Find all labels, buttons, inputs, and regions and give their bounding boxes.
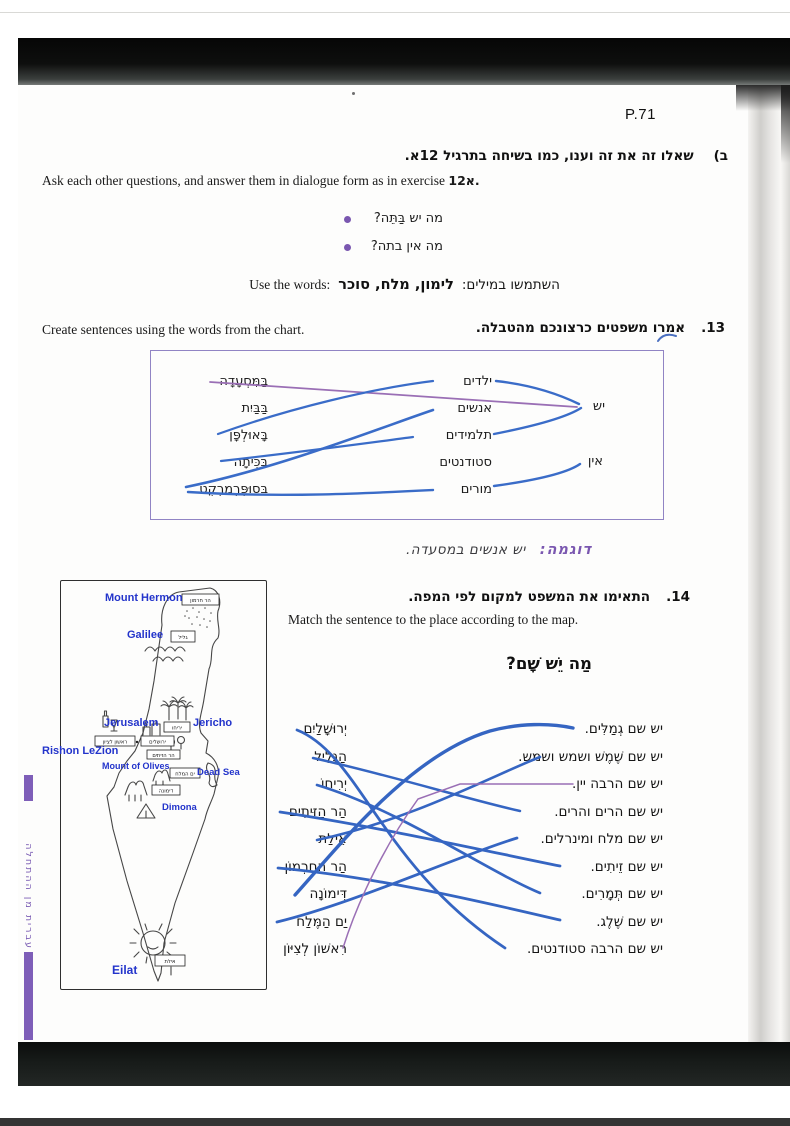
sign-dead-sea: ים המלח (175, 771, 195, 778)
exercise-14-header (408, 589, 690, 605)
sun-face (148, 947, 158, 949)
map-label-jerusalem: Jerusalem (104, 717, 159, 729)
section-b-instruction-he: שאלו זה את זה וענו, כמו בשיחה בתרגיל 12א. (404, 148, 694, 164)
map-label-jericho: Jericho (193, 717, 233, 729)
chart-pen-lines (150, 350, 662, 518)
section-b-header (405, 148, 728, 164)
edge-tab-rotated-text: עברית מן ההתחלה (23, 843, 34, 950)
map-label-galilee: Galilee (127, 629, 164, 641)
chart-noun-2: אנשים (457, 401, 492, 416)
use-words-he: השתמשו במילים: (461, 277, 560, 293)
exercise-13-instruction-he: אמרו משפטים כרצונכם מהטבלה. (475, 320, 686, 336)
galilee-mountains (145, 647, 185, 661)
example-sentence: יש אנשים במסעדה. (405, 542, 526, 558)
chart-noun-4: סטודנטים (439, 455, 492, 470)
section-b-marker: ב) (713, 148, 728, 164)
sentence-item: יש שם מלח ומינרלים. (540, 831, 663, 847)
scan-black-bar-top (18, 38, 790, 85)
bullet-row-2 (344, 239, 443, 254)
sentences-list (463, 716, 663, 964)
exercise-14-instruction-he: התאימו את המשפט למקום לפי המפה. (408, 589, 651, 605)
sentence-item: יש שם הרים והרים. (554, 803, 663, 820)
map-signs (95, 594, 219, 966)
scan-speck (352, 92, 355, 95)
exercise-13-instruction-en: Create sentences using the words from the chart. (42, 322, 305, 337)
scan-edge-bar-bottom (0, 1118, 790, 1126)
sentence-item: יש שם תְּמָרִים. (581, 886, 663, 902)
example-label: דוגמה: (539, 542, 592, 558)
bullet-row-1 (344, 211, 443, 226)
bullet-question-1: מה יש בַּתֵּה? (373, 211, 443, 226)
sign-hermon: הר חרמון (190, 597, 211, 604)
sun-icon (141, 931, 165, 955)
place-item: יְרִיחוֹ (320, 776, 347, 792)
section-b-instruction-en: Ask each other questions, and answer them in dialogue form as in exercise א12. (42, 173, 480, 188)
edge-tab-top-block (24, 775, 33, 801)
sentence-item: יש שם זֵיתִים. (590, 858, 663, 875)
sign-rishon: ראשון לציון (102, 739, 128, 746)
chart-place-1: בַּמִּסְעָדָה (219, 374, 268, 389)
bullet-icon (344, 216, 351, 223)
exercise-14-number: .14 (666, 589, 690, 605)
bullet-question-2: מה אין בתה? (370, 239, 443, 254)
chart-place-3: בָּאוּלְפָּן (229, 428, 268, 443)
palm-trees-icon (161, 697, 193, 720)
sign-galilee: גליל (178, 634, 188, 641)
place-item: רִאשׁוֹן לְצִיּוֹן (283, 941, 347, 957)
stray-pen-mark (656, 330, 680, 346)
use-words-list: לימון, מלח, סוכר (338, 277, 454, 293)
map-label-mount-hermon: Mount Hermon (105, 592, 183, 604)
map-label-dead-sea: Dead Sea (197, 767, 240, 778)
place-item: יַם הַמֶּלַח (296, 913, 347, 930)
use-words-en: Use the words: (249, 277, 331, 292)
place-item: דִּימוֹנָה (309, 886, 347, 902)
olive-tree-top (178, 737, 185, 744)
chart-place-2: בַּבַּיִת (241, 401, 268, 416)
scan-black-bar-bottom (18, 1042, 790, 1086)
map-label-mount-of-olives: Mount of Olives (102, 761, 170, 771)
chart-noun-3: תלמידים (445, 428, 492, 443)
sentence-item: יש שם שֶׁלֶג. (596, 913, 663, 930)
pen-line-blue (221, 437, 413, 461)
place-item: יְרוּשָׁלַיִם (303, 721, 347, 737)
chart-ein: אין (587, 454, 603, 469)
place-item: הַר הַחֶרְמוֹן (284, 858, 347, 875)
exercise-13-header (476, 320, 725, 336)
sentence-item: יש שם שֶׁמֶשׁ ושמש ושמש. (518, 748, 663, 765)
bullet-icon (344, 244, 351, 251)
map-label-rishon-lezion: Rishon LeZion (42, 745, 119, 757)
edge-tab-bottom-block (24, 952, 33, 1040)
pen-line-blue (218, 381, 433, 434)
pen-line-blue (188, 490, 433, 495)
pen-line-blue (494, 408, 581, 434)
sentence-item: יש שם הרבה יין. (571, 776, 663, 792)
sentence-item: יש שם גְמַלִּים. (584, 721, 663, 737)
tent-icon (137, 804, 155, 818)
sign-jericho: יריחו (171, 725, 183, 732)
exercise-13-number: .13 (701, 320, 725, 336)
sign-olives: הר הזיתים (152, 752, 175, 759)
pen-line-blue (186, 410, 433, 487)
chart-yesh: יש (592, 399, 605, 414)
chart-noun-1: ילדים (463, 374, 492, 389)
exercise-14-instruction-en: Match the sentence to the place according to the map. (288, 612, 579, 627)
use-words-row (249, 277, 560, 293)
chart-place-5: בַּסוּפֶּרְמַרְקֶט (199, 482, 268, 497)
pen-line-blue (494, 464, 580, 486)
place-item: אֵילַת (318, 831, 347, 847)
chart-noun-5: מורים (460, 482, 492, 497)
pen-line-blue (496, 381, 579, 404)
example-row (406, 542, 592, 558)
sign-jerusalem: ירושלים (149, 739, 166, 746)
place-item: הַר הַזֵּיתִים (288, 803, 347, 820)
exercise-reference: א12. (448, 173, 480, 188)
map-label-eilat: Eilat (112, 963, 138, 977)
map-label-dimona: Dimona (162, 802, 197, 813)
sign-eilat: אילת (164, 959, 176, 965)
place-item: הַגָּלִיל (314, 748, 347, 765)
sign-dimona: דימונה (158, 788, 174, 795)
page-number: P.71 (625, 106, 656, 123)
scan-edge-line (0, 12, 790, 13)
exercise-14-heading: מַה יֵשׁ שָׁם? (506, 654, 592, 673)
page-curl-shadow-right (781, 85, 790, 163)
hermon-dots (184, 607, 212, 628)
places-list (227, 716, 347, 964)
sentence-item: יש שם הרבה סטודנטים. (526, 941, 663, 957)
chart-place-4: בַּכִּיתָה (233, 455, 268, 470)
page-curl (748, 85, 790, 1042)
